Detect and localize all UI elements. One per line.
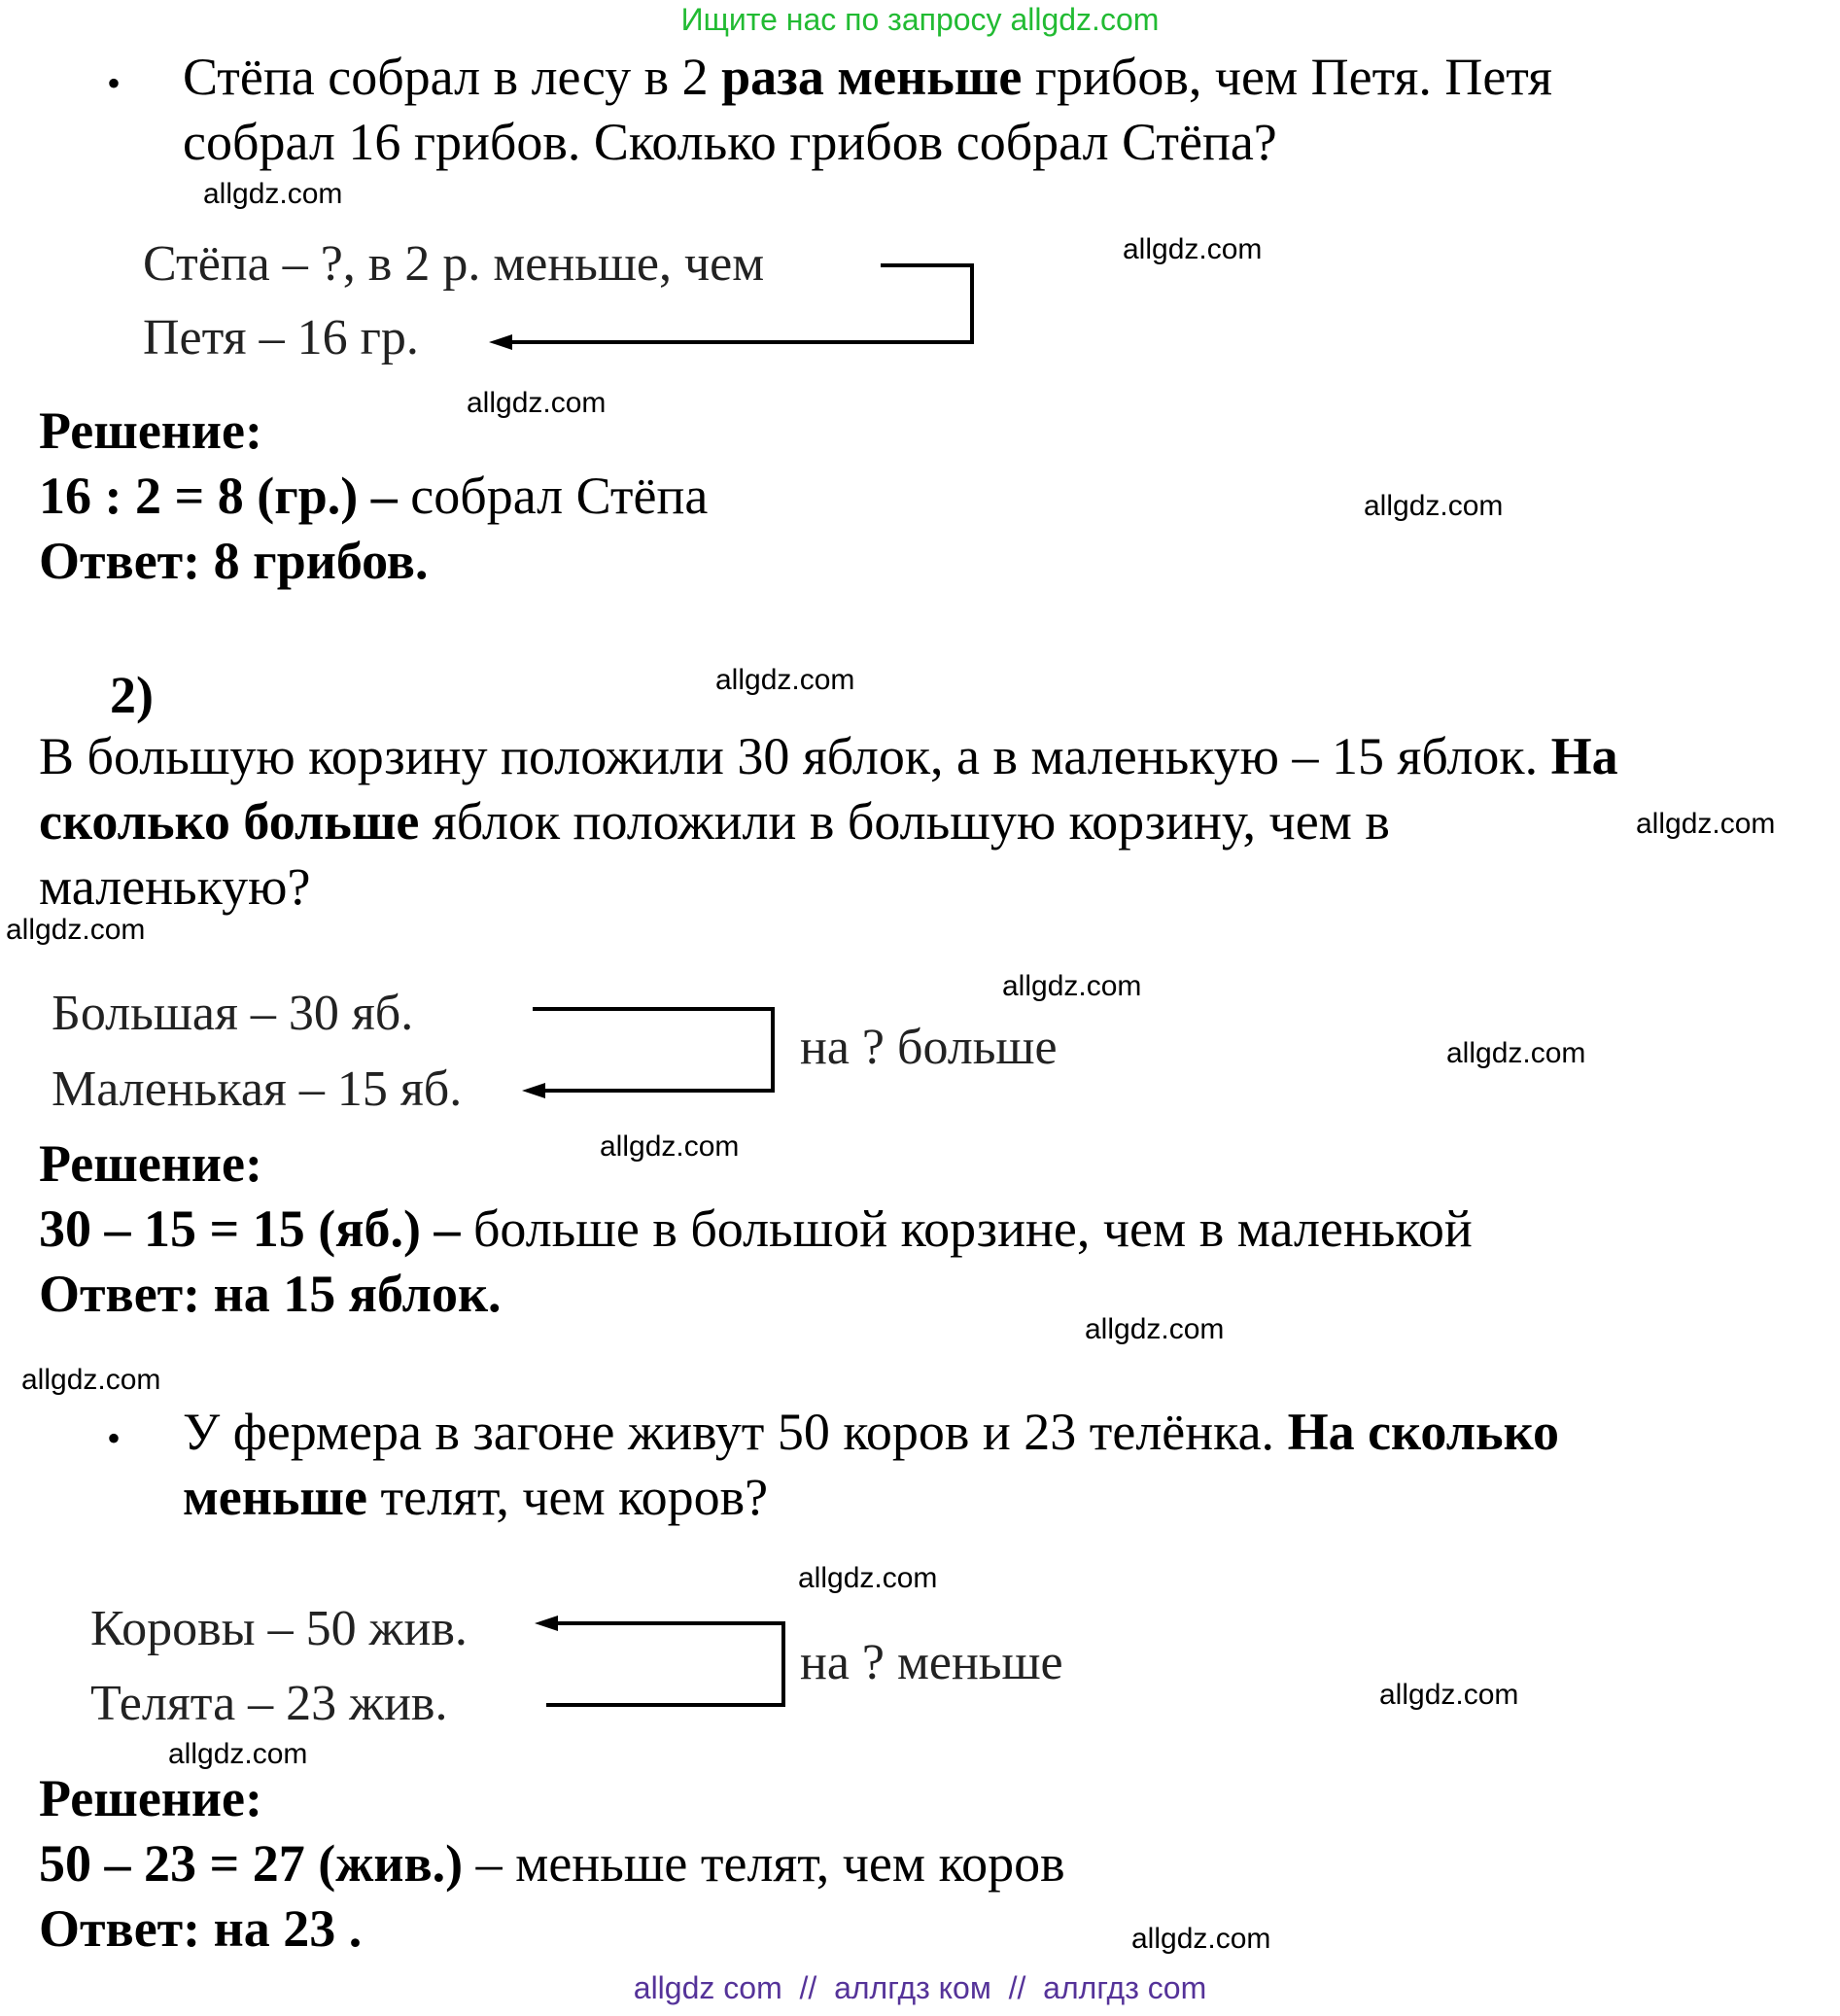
watermark: allgdz.com: [1123, 233, 1263, 265]
task2-number: 2): [110, 666, 154, 724]
task2-solution-desc: больше в большой корзине, чем в маленькой: [460, 1199, 1473, 1258]
task2-answer: Ответ: на 15 яблок.: [39, 1265, 502, 1323]
task2-solution-label: Решение:: [39, 1134, 262, 1193]
task1-bullet: •: [107, 61, 122, 105]
header-search-hint[interactable]: Ищите нас по запросу allgdz.com: [680, 2, 1160, 37]
task3-line1-a: У фермера в загоне живут 50 коров и 23 телёнка.: [183, 1403, 1288, 1461]
task1-solution-expr: 16 : 2 = 8 (гр.) –: [39, 467, 398, 525]
watermark: allgdz.com: [1131, 1923, 1271, 1955]
task2-diagram-top: Большая – 30 яб.: [52, 986, 414, 1041]
watermark: allgdz.com: [1446, 1037, 1586, 1069]
watermark: allgdz.com: [1085, 1313, 1225, 1345]
footer-links[interactable]: allgdz com // аллгдз ком // аллгдз com: [633, 1970, 1207, 2005]
task1-solution-label: Решение:: [39, 401, 262, 460]
task1-solution-desc: собрал Стёпа: [397, 467, 709, 525]
task1-bracket: [505, 265, 972, 342]
watermark: allgdz.com: [21, 1364, 161, 1396]
task2-arrowhead: [522, 1083, 545, 1098]
task1-answer: Ответ: 8 грибов.: [39, 532, 429, 590]
task1-diagram-top: Стёпа – ?, в 2 р. меньше, чем: [143, 236, 765, 292]
task2-line2-b: яблок положили в большую корзину, чем в: [419, 792, 1390, 851]
task3-diagram-bottom: Телята – 23 жив.: [90, 1676, 448, 1731]
watermark: allgdz.com: [798, 1562, 938, 1594]
watermark: allgdz.com: [203, 178, 343, 210]
task1-diagram-bottom: Петя – 16 гр.: [143, 310, 419, 365]
task2-diagram-side: на ? больше: [800, 1020, 1058, 1075]
watermark: allgdz.com: [1636, 808, 1776, 840]
watermark: allgdz.com: [1379, 1679, 1519, 1711]
task2-diagram-bottom: Маленькая – 15 яб.: [52, 1061, 463, 1117]
watermark: allgdz.com: [6, 914, 146, 946]
task1-line1-a: Стёпа собрал в лесу в 2: [183, 48, 722, 106]
watermark: allgdz.com: [600, 1130, 740, 1163]
task3-solution-label: Решение:: [39, 1769, 262, 1827]
task3-answer: Ответ: на 23 .: [39, 1899, 363, 1958]
task3-arrowhead: [535, 1616, 558, 1631]
watermark: allgdz.com: [168, 1738, 308, 1770]
task3-bullet: •: [107, 1416, 122, 1460]
task1-text-line2: собрал 16 грибов. Сколько грибов собрал Стёпа?: [183, 113, 1277, 171]
watermark: allgdz.com: [1002, 970, 1142, 1002]
watermark: allgdz.com: [1364, 490, 1504, 522]
task3-solution-expr: 50 – 23 = 27 (жив.): [39, 1834, 464, 1893]
task2-text-line3: маленькую?: [39, 857, 311, 916]
task3-bracket: [546, 1623, 783, 1705]
task1-arrowhead: [489, 334, 512, 350]
task2-bracket: [533, 1009, 773, 1091]
task3-line2-b: телят, чем коров?: [366, 1468, 769, 1526]
watermark: allgdz.com: [715, 664, 855, 696]
task3-diagram-side: на ? меньше: [800, 1635, 1063, 1690]
task2-line2-bold: сколько больше: [39, 792, 420, 851]
task2-solution-expr: 30 – 15 = 15 (яб.) –: [39, 1199, 461, 1258]
watermark: allgdz.com: [467, 387, 607, 419]
task3-solution-desc: – меньше телят, чем коров: [463, 1834, 1065, 1893]
task1-line1-bold: раза меньше: [721, 48, 1023, 106]
task2-line1-bold: На: [1550, 727, 1618, 785]
task2-line1-a: В большую корзину положили 30 яблок, а в маленькую – 15 яблок.: [39, 727, 1551, 785]
task3-line2-bold: меньше: [183, 1468, 367, 1526]
task3-diagram-top: Коровы – 50 жив.: [90, 1601, 468, 1656]
task1-line1-c: грибов, чем Петя. Петя: [1022, 48, 1553, 106]
task3-line1-bold: На сколько: [1287, 1403, 1559, 1461]
